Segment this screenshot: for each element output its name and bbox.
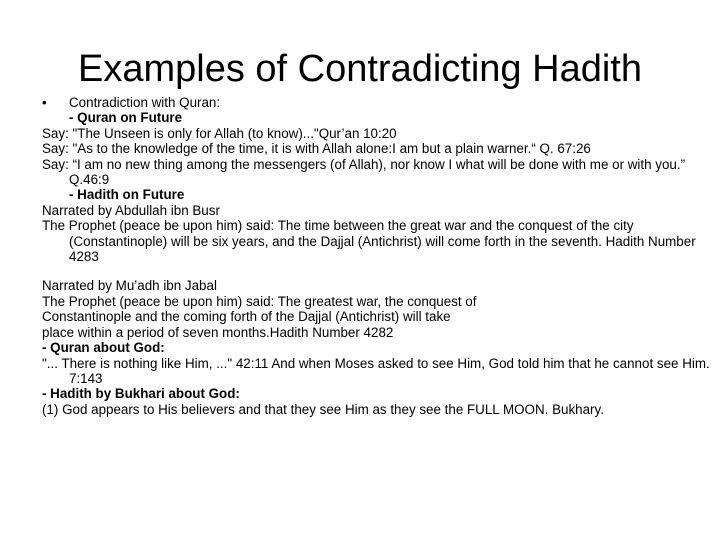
hadith-text: Constantinople and the coming forth of the Dajjal (Antichrist) will take (42, 309, 451, 325)
subheading-quran-future: - Quran on Future (69, 110, 183, 126)
slide-title: Examples of Contradicting Hadith (78, 48, 642, 90)
spacer (42, 264, 710, 278)
quote-line: Say: "The Unseen is only for Allah (to know)..."Qur’an 10:20 (42, 125, 397, 141)
bullet-text: Contradiction with Quran: (69, 95, 221, 110)
bullet-icon: • (42, 95, 47, 110)
hadith-text: The Prophet (peace be upon him) said: The time between the great war and the conquest of the city (Constantinople) will be six years, and the Dajjal (Antichrist) will come forth in the seventh. Hadith Number 4283 (42, 218, 696, 265)
hadith-text: place within a period of seven months.Hadith Number 4282 (42, 324, 394, 340)
hadith-text: The Prophet (peace be upon him) said: The greatest war, the conquest of (42, 293, 477, 309)
slide-body (42, 95, 710, 417)
narrator-line: Narrated by Mu’adh ibn Jabal (42, 278, 217, 294)
bullet-item (42, 95, 710, 110)
subheading-hadith-god: - Hadith by Bukhari about God: (42, 386, 240, 402)
subheading-quran-god: - Quran about God: (42, 340, 165, 356)
narrator-line: Narrated by Abdullah ibn Busr (42, 202, 220, 218)
hadith-text: (1) God appears to His believers and that they see Him as they see the FULL MOON. Bukhary. (42, 401, 604, 417)
quote-line: "... There is nothing like Him, ..." 42:11 And when Moses asked to see Him, God told him that he cannot see Him. 7:143 (42, 355, 710, 386)
quote-line: Say: “I am no new thing among the messengers (of Allah), nor know I what will be done with me or with you.” Q.46:9 (42, 156, 686, 188)
subheading-hadith-future: - Hadith on Future (69, 187, 185, 203)
quote-line: Say: "As to the knowledge of the time, it is with Allah alone:I am but a plain warner.“ Q. 67:26 (42, 141, 591, 157)
